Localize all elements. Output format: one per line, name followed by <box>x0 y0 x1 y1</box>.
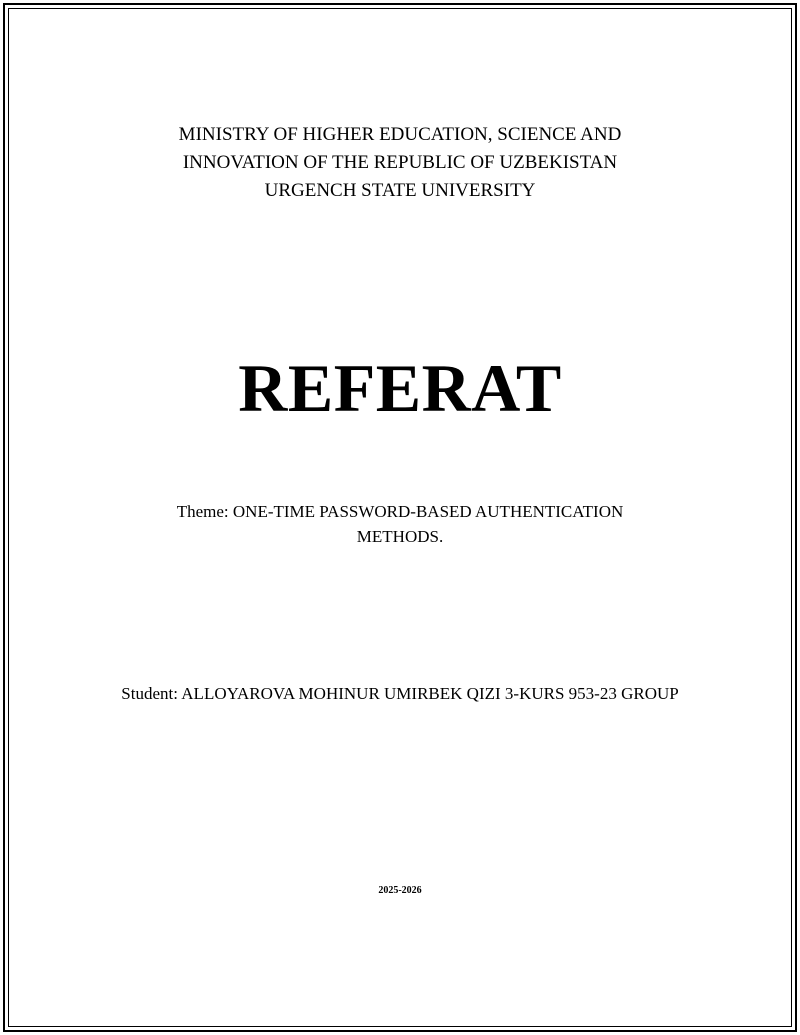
header-line-republic: INNOVATION OF THE REPUBLIC OF UZBEKISTAN <box>182 152 618 173</box>
theme-text: Theme: ONE-TIME PASSWORD-BASED AUTHENTICATION METHODS. <box>176 502 624 546</box>
header-line-university: URGENCH STATE UNIVERSITY <box>264 180 536 201</box>
student-text: Student: ALLOYAROVA MOHINUR UMIRBEK QIZI 3-KURS 953-23 GROUP <box>121 684 679 703</box>
academic-year: 2025-2026 <box>378 885 422 896</box>
header-line-ministry: MINISTRY OF HIGHER EDUCATION, SCIENCE AND <box>178 124 622 145</box>
institution-header <box>0 121 800 205</box>
document-title: REFERAT <box>238 350 562 426</box>
